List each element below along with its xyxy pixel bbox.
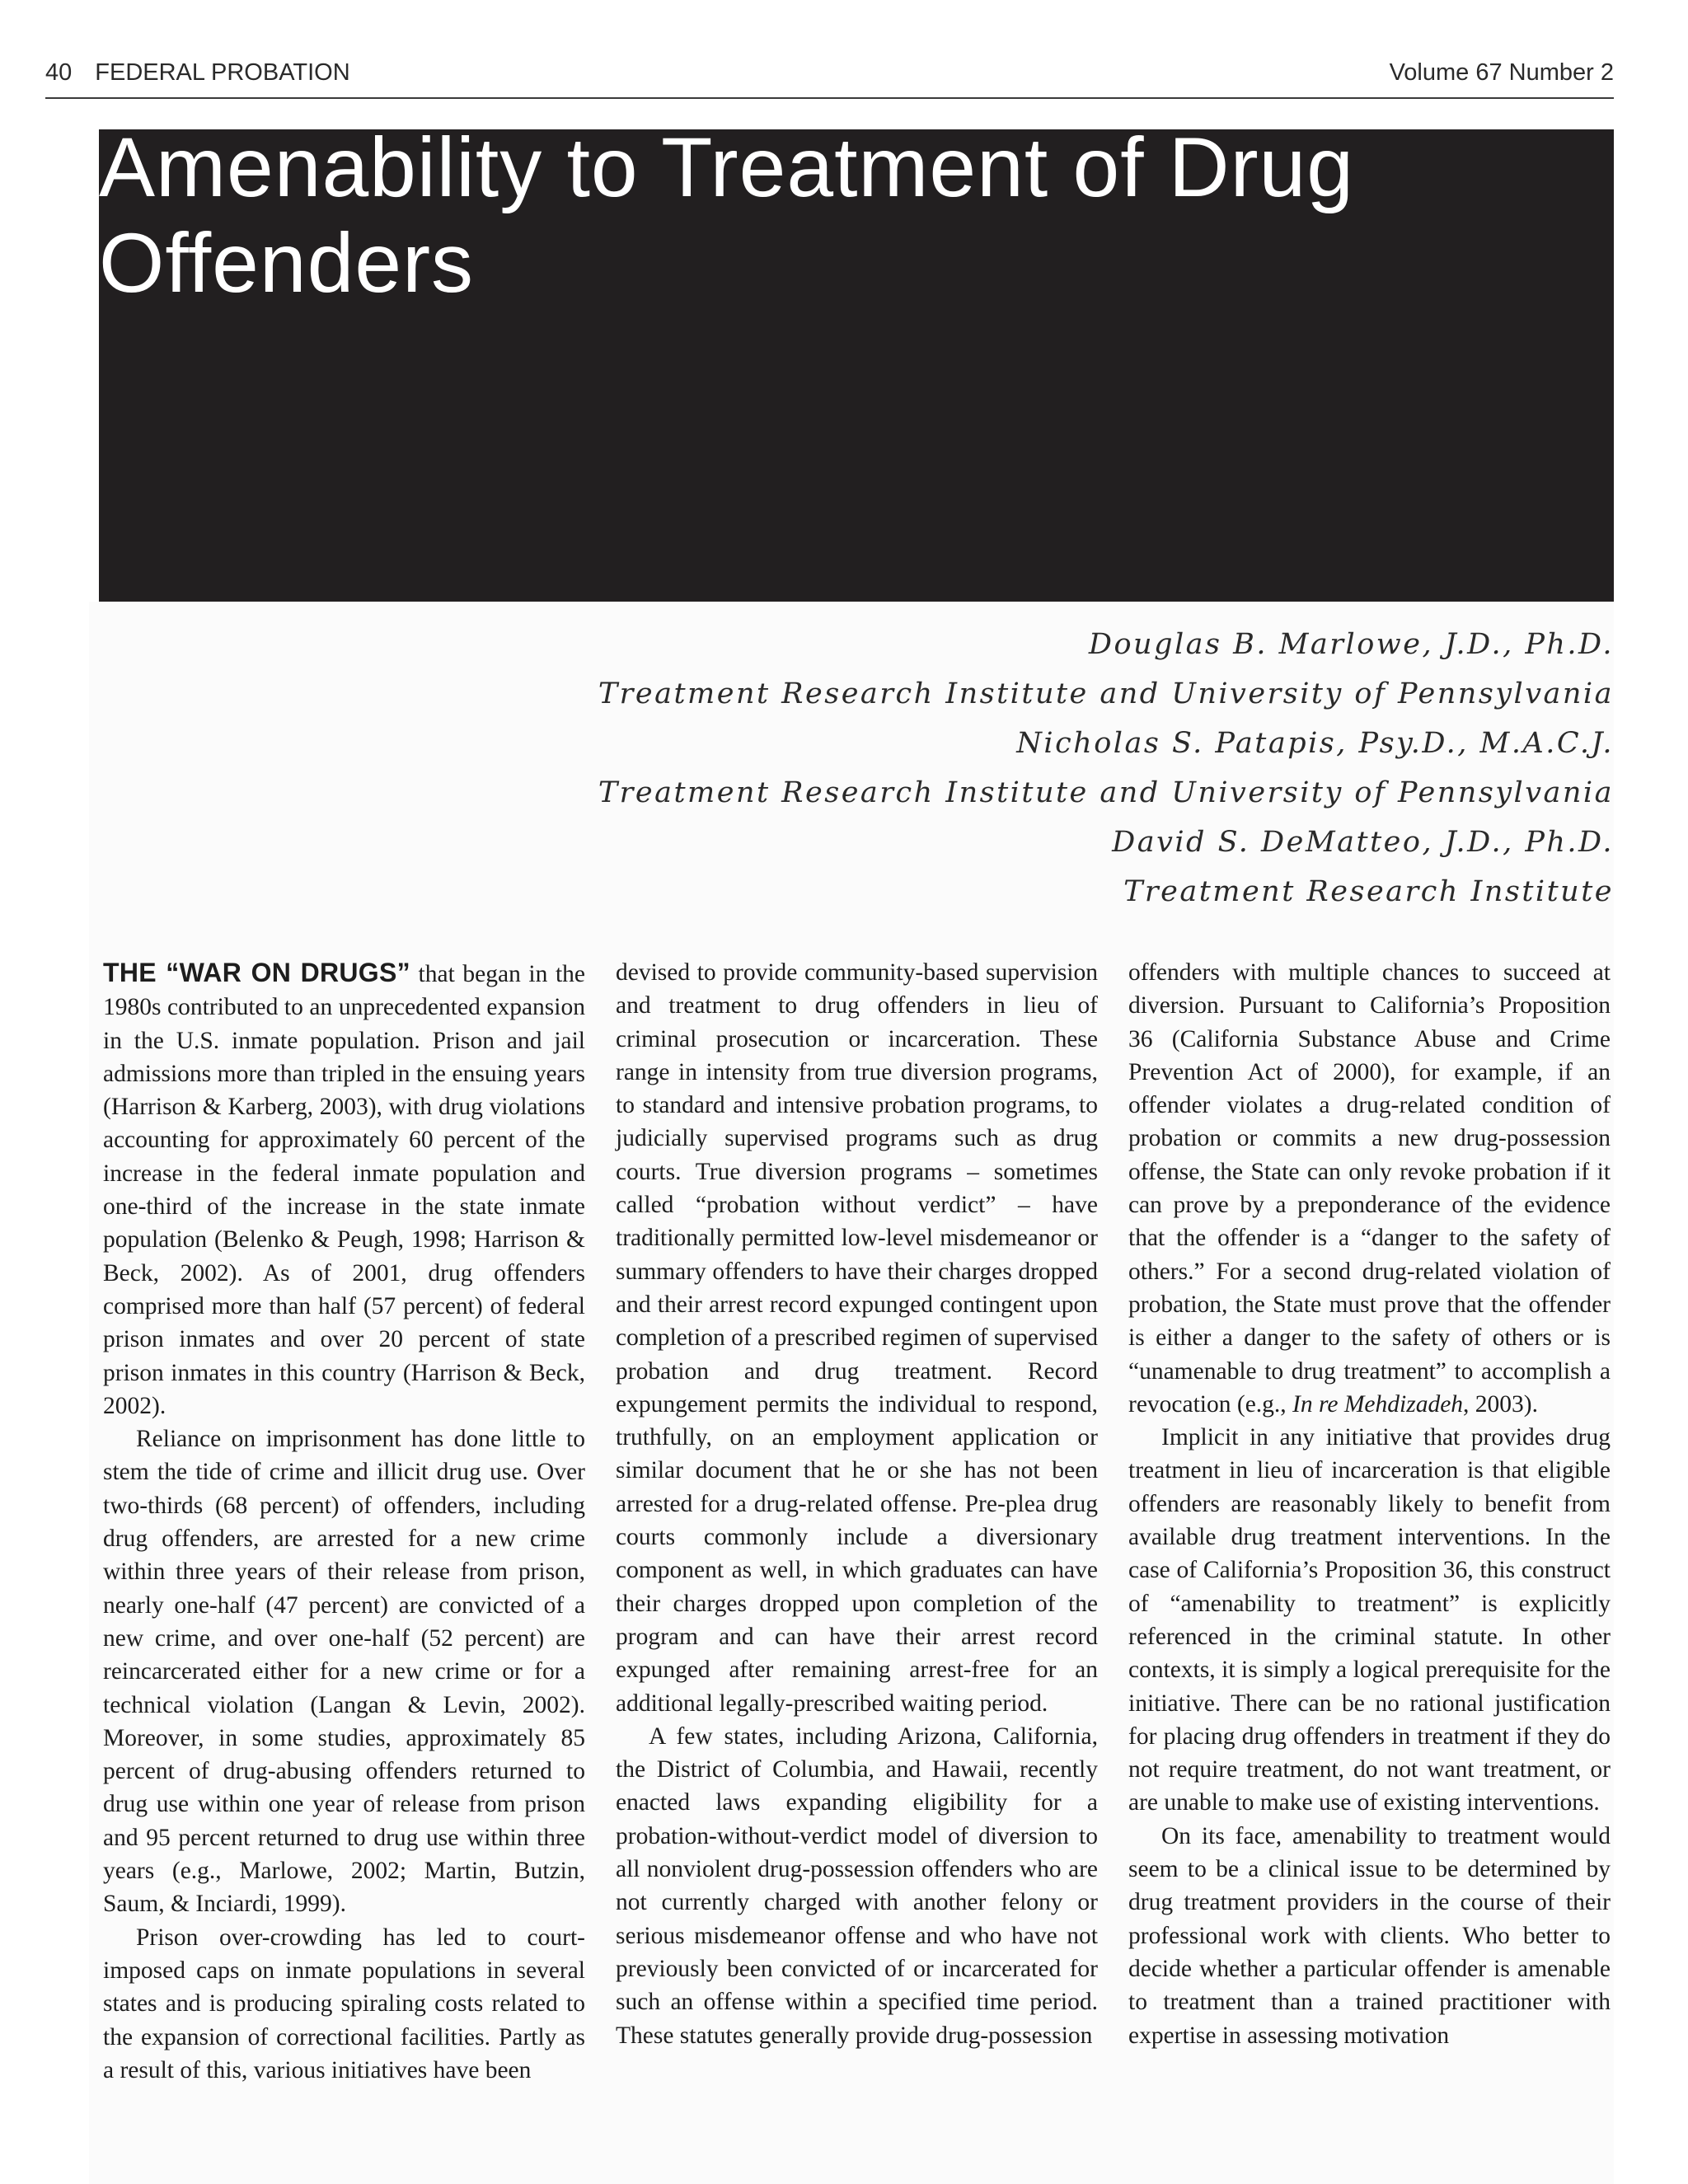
author-affiliation: Treatment Research Institute and University of Pennsylvania	[598, 776, 1614, 809]
author-block	[542, 620, 1614, 916]
paragraph	[103, 956, 585, 1422]
author-name: Douglas B. Marlowe, J.D., Ph.D.	[1088, 628, 1614, 661]
author-affiliation: Treatment Research Institute	[1123, 875, 1614, 908]
author-name: Nicholas S. Patapis, Psy.D., M.A.C.J.	[1016, 727, 1614, 760]
author-name: David S. DeMatteo, J.D., Ph.D.	[1112, 826, 1614, 859]
title-banner	[99, 120, 1614, 602]
body-column-1	[103, 956, 585, 2087]
paragraph-text: that began in the 1980s contributed to an unprecedented expansion in the U.S. inmate population. Prison and jail admissions more than tripled in the ensuing years (Harrison & Karberg, 2003), with drug violations accounting for approximately 60 percent of the increase in the federal inmate population and one-third of the increase in the state inmate population (Belenko & Peugh, 1998; Harrison & Beck, 2002). As of 2001, drug offenders comprised more than half (57 percent) of federal prison inmates and over 20 percent of state prison inmates in this country (Harrison & Beck, 2002).	[103, 961, 585, 1419]
header-left	[45, 59, 350, 87]
paragraph: Prison over-crowding has led to court-imposed caps on inmate populations in several states and is producing spiraling costs related to the expansion of correctional facilities. Partly as a result of this, various initiatives have been	[103, 1924, 585, 2083]
paragraph: A few states, including Arizona, California, the District of Columbia, and Hawaii, recently enacted laws expanding eligibility for a probation-without-verdict model of diversion to all nonviolent drug-possession offenders who are not currently charged with another felony or serious misdemeanor offense and who have not previously been convicted of or incarcerated for such an offense within a specified time period. These statutes generally provide drug-possession	[616, 1722, 1098, 2049]
case-citation: In re Mehdizadeh	[1292, 1390, 1464, 1418]
lead-in: THE “WAR ON DRUGS”	[103, 958, 410, 987]
page-number: 40	[45, 59, 73, 86]
paragraph-text: offenders with multiple chances to succeed at diversion. Pursuant to California’s Proposition 36 (California Substance Abuse and Crime Prevention Act of 2000), for example, if an offender violates a drug-related condition of probation or commits a new drug-possession offense, the State can only revoke probation if it can prove by a preponderance of the evidence that the offender is a “danger to the safety of others.” For a second drug-related violation of probation, the State must prove that the offender is either a danger to the safety of others or is “unamenable to drug treatment” to accomplish a revocation (e.g.,	[1128, 959, 1611, 1418]
body-column-3	[1128, 956, 1611, 2052]
body-column-2	[616, 956, 1098, 2052]
paragraph: devised to provide community-based supervision and treatment to drug offenders in lieu of criminal prosecution or incarceration. These range in intensity from true diversion programs, to standard and intensive probation programs, to judicially supervised programs such as drug courts. True diversion programs – sometimes called “probation without verdict” – have traditionally permitted low-level misdemeanor or summary offenders to have their charges dropped and their arrest record expunged contingent upon completion of a prescribed regimen of supervised probation and drug treatment. Record expungement permits the individual to respond, truthfully, on an employment application or similar document that he or she has not been arrested for a drug-related offense. Pre-plea drug courts commonly include a diversionary component as well, in which graduates can have their charges dropped upon completion of the program and can have their arrest record expunged after remaining arrest-free for an additional legally-prescribed waiting period.	[616, 959, 1098, 1717]
article-title: Amenability to Treatment of Drug Offenders	[99, 120, 1355, 310]
paragraph	[1128, 956, 1611, 1421]
author-affiliation: Treatment Research Institute and University of Pennsylvania	[598, 677, 1614, 710]
paragraph: Reliance on imprisonment has done little to stem the tide of crime and illicit drug use. Over two-thirds (68 percent) of offenders, including drug offenders, are arrested for a new crime within three years of their release from prison, nearly one-half (47 percent) are convicted of a new crime, and over one-half (52 percent) are reincarcerated either for a new crime or for a technical violation (Langan & Levin, 2002). Moreover, in some studies, approximately 85 percent of drug-abusing offenders returned to drug use within one year of release from prison and 95 percent returned to drug use within three years (e.g., Marlowe, 2002; Martin, Butzin, Saum, & Inciardi, 1999).	[103, 1426, 585, 1918]
journal-name: FEDERAL PROBATION	[95, 59, 350, 86]
header-rule	[45, 97, 1614, 99]
paragraph: On its face, amenability to treatment would seem to be a clinical issue to be determined by drug treatment providers in the course of their professional work with clients. Who better to decide whether a particular offender is amenable to treatment than a trained practitioner with expertise in assessing motivation	[1128, 1822, 1611, 2049]
volume-info: Volume 67 Number 2	[1389, 59, 1614, 86]
running-header	[45, 56, 1614, 92]
paragraph: Implicit in any initiative that provides drug treatment in lieu of incarceration is that eligible offenders are reasonably likely to benefit from available drug treatment interventions. In the case of California’s Proposition 36, this construct of “amenability to treatment” is explicitly referenced in the criminal statute. In other contexts, it is simply a logical prerequisite for the initiative. There can be no rational justification for placing drug offenders in treatment if they do not require treatment, do not want treatment, or are unable to make use of existing interventions.	[1128, 1424, 1611, 1816]
paragraph-text: , 2003).	[1463, 1390, 1538, 1418]
